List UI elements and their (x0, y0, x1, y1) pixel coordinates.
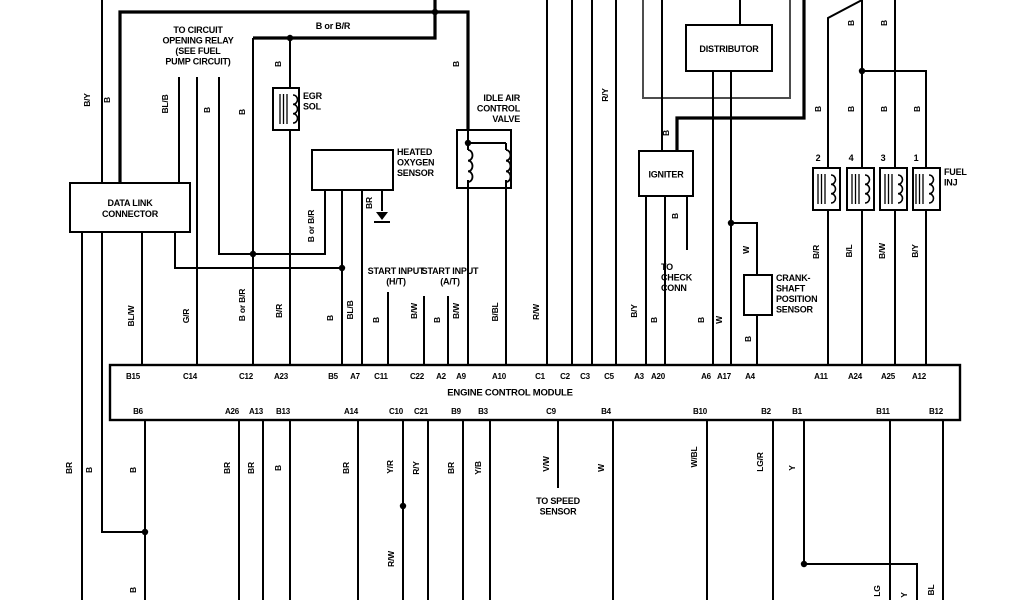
wire-label: W (714, 316, 724, 324)
ecm-pin-B9: B9 (451, 407, 461, 416)
ecm-pin-B13: B13 (275, 407, 291, 416)
annotation-crankshaft-position-sensor-label: SENSOR (776, 304, 813, 315)
wire-label: B/Y (629, 304, 639, 318)
annotation-to-check-conn: TO (661, 262, 673, 272)
annotation-fuel-inj-label: FUEL (944, 167, 967, 177)
wire-label: R/Y (600, 88, 610, 102)
wire-label: B (237, 109, 247, 115)
wire-label: G/R (181, 308, 191, 324)
wire (219, 77, 253, 254)
ecm-pin-C2: C2 (560, 372, 570, 381)
ecm-pin-C11: C11 (374, 372, 388, 381)
wire-label: B (661, 130, 671, 136)
wire-label: B (273, 61, 283, 67)
annotation-heated-oxygen-sensor-label: HEATED (397, 147, 433, 157)
wire-label: B (128, 467, 138, 473)
annotation-idle-air-control-valve-label: VALVE (492, 114, 520, 124)
ecm-pin-C12: C12 (238, 372, 254, 381)
annotation-injector-no-4: 4 (848, 153, 854, 163)
wire (175, 232, 342, 268)
wire-label: B/L (844, 244, 854, 258)
annotation-to-circuit-opening-relay: OPENING RELAY (162, 35, 234, 46)
wire-label: LG/R (755, 452, 765, 472)
ecm-pin-A14: A14 (343, 407, 359, 416)
ecm-pin-A24: A24 (847, 372, 863, 381)
wire-label: B (696, 317, 706, 323)
ecm-pin-A23: A23 (273, 372, 289, 381)
wire-label: BR (446, 462, 456, 474)
ecm-pin-C14: C14 (182, 372, 198, 381)
ecm-pin-A12: A12 (911, 372, 927, 381)
wire (435, 12, 468, 130)
junction-dot (801, 561, 807, 567)
component-data-link-connector-label: DATA LINK (107, 198, 153, 208)
ecm-pin-A13: A13 (248, 407, 264, 416)
ecm-pin-C5: C5 (604, 372, 614, 381)
wire-label: B/W (877, 243, 887, 259)
wire-label: B (325, 315, 335, 321)
wire-label: B (912, 106, 922, 112)
wire-label: B (649, 317, 659, 323)
wire-label: BL/B (345, 300, 355, 320)
component-heated-oxygen-sensor (312, 150, 393, 190)
annotation-to-check-conn: CONN (661, 283, 687, 293)
annotation-injector-no-2: 2 (815, 153, 821, 163)
junction-dot (339, 265, 345, 271)
wire-label: B (846, 106, 856, 112)
wire-label: B (128, 587, 138, 593)
ecm-pin-A26: A26 (224, 407, 240, 416)
component-igniter-label: IGNITER (648, 169, 684, 180)
component-injector-1 (913, 168, 940, 210)
annotation-to-check-conn: CHECK (661, 272, 693, 283)
annotation-start-input-ht: START INPUT (367, 266, 425, 276)
wire-label: R/Y (411, 461, 421, 475)
ecm-pin-C21: C21 (413, 407, 429, 416)
junction-dot (465, 140, 471, 146)
annotation-crankshaft-position-sensor-label: SHAFT (776, 283, 805, 294)
junction-dot (142, 529, 148, 535)
ecm-pin-A25: A25 (880, 372, 896, 381)
wire-label: B/Y (82, 93, 92, 107)
component-idle-air-control-valve (457, 130, 511, 188)
ecm-pin-C10: C10 (388, 407, 404, 416)
wire-label: B (743, 336, 753, 342)
wire-label: W/BL (689, 446, 699, 468)
wire-label: B (879, 20, 889, 26)
annotation-to-circuit-opening-relay: PUMP CIRCUIT) (165, 56, 231, 67)
wire-label: B (846, 20, 856, 26)
ecm-pin-B15: B15 (125, 372, 141, 381)
wire-label: B (202, 107, 212, 113)
component-crankshaft-position-sensor (744, 275, 772, 315)
ecm-pin-B12: B12 (928, 407, 944, 416)
wire-label: B or B/R (237, 288, 247, 322)
wire-label: B/Y (910, 244, 920, 258)
wire-label: W (741, 246, 751, 254)
junction-dot (250, 251, 256, 257)
annotation-injector-no-3: 3 (880, 153, 886, 163)
annotation-heated-oxygen-sensor-label: OXYGEN (397, 157, 435, 168)
wire-label: B/R (274, 303, 284, 319)
junction-dot (728, 220, 734, 226)
ecm-pin-C3: C3 (580, 372, 590, 381)
junction-dot (287, 35, 293, 41)
wire-label: R/W (531, 304, 541, 320)
wire-label: B (670, 213, 680, 219)
wire-label: B (102, 97, 112, 103)
wire-label: LG (872, 585, 882, 597)
wire-label: BR (364, 197, 374, 209)
wire-label: B (371, 317, 381, 323)
wire-label: B (273, 465, 283, 471)
ecm-pin-C22: C22 (409, 372, 425, 381)
wire-label: B/W (451, 303, 461, 319)
annotation-egr-sol-label: EGR (303, 91, 322, 101)
ecm-pin-A20: A20 (650, 372, 666, 381)
component-egr-sol (273, 88, 299, 130)
ecm-pin-A2: A2 (436, 372, 446, 381)
wire-label: W (596, 464, 606, 472)
annotation-to-circuit-opening-relay: (SEE FUEL (175, 46, 221, 56)
wire-label: Y (899, 592, 909, 598)
junction-dot (432, 9, 438, 15)
ecm-pin-A11: A11 (814, 372, 828, 381)
component-distributor-label: DISTRIBUTOR (699, 44, 759, 54)
wire-label: BR (222, 462, 232, 474)
ecm-pin-A9: A9 (456, 372, 466, 381)
ecm-pin-A4: A4 (745, 372, 755, 381)
wire-label: Y/R (385, 460, 395, 474)
annotation-b-or-br-bus: B or B/R (315, 21, 351, 31)
annotation-start-input-ht: (H/T) (386, 276, 406, 287)
ecm-pin-B6: B6 (133, 407, 143, 416)
ecm-pin-B2: B2 (761, 407, 771, 416)
annotation-idle-air-control-valve-label: CONTROL (476, 103, 520, 114)
annotation-crankshaft-position-sensor-label: CRANK- (776, 273, 811, 283)
wire-label: B (813, 106, 823, 112)
annotation-egr-sol-label: SOL (303, 101, 321, 112)
junction-dot (400, 503, 406, 509)
wire-label: Y (787, 465, 797, 471)
ecm-pin-B1: B1 (792, 407, 802, 416)
junction-dot (859, 68, 865, 74)
ecm-pin-A3: A3 (634, 372, 644, 381)
annotation-idle-air-control-valve-label: IDLE AIR (483, 93, 520, 103)
wire-label: B/W (409, 303, 419, 319)
annotation-start-input-at: (A/T) (440, 276, 460, 287)
wire-label: BL (926, 584, 936, 596)
wire-label: B/BL (490, 302, 500, 322)
wire-label: B (84, 467, 94, 473)
ecm-pin-B3: B3 (478, 407, 488, 416)
wire (804, 420, 917, 600)
annotation-injector-no-1: 1 (913, 153, 919, 163)
ecm-pin-B10: B10 (692, 407, 708, 416)
wire-label: V/W (541, 456, 551, 472)
annotation-to-speed-sensor: SENSOR (539, 506, 577, 517)
annotation-crankshaft-position-sensor-label: POSITION (776, 294, 818, 304)
ecm-pin-B11: B11 (876, 407, 890, 416)
component-data-link-connector-label: CONNECTOR (101, 209, 159, 219)
wire-label: B (451, 61, 461, 67)
ecm-pin-A6: A6 (701, 372, 711, 381)
ecm-pin-B4: B4 (601, 407, 611, 416)
wire-label: BR (341, 462, 351, 474)
wire-label: BL/W (126, 305, 136, 327)
annotation-heated-oxygen-sensor-label: SENSOR (397, 168, 434, 178)
wire-label: B/R (811, 244, 821, 260)
ecm-pin-A7: A7 (350, 372, 360, 381)
wire-label: B (879, 106, 889, 112)
ecm-pin-C9: C9 (546, 407, 556, 416)
annotation-to-circuit-opening-relay: TO CIRCUIT (173, 25, 223, 35)
annotation-fuel-inj-label: INJ (944, 177, 958, 188)
wire-label: Y/B (473, 461, 483, 475)
ecm-pin-A10: A10 (491, 372, 507, 381)
ecm-pin-C1: C1 (535, 372, 545, 381)
wire-label: BR (246, 462, 256, 474)
wire-label: BR (64, 462, 74, 474)
ecm-label: ENGINE CONTROL MODULE (447, 387, 573, 399)
annotation-to-speed-sensor: TO SPEED (536, 496, 580, 506)
ground-icon (376, 212, 388, 220)
wire-label: R/W (386, 551, 396, 567)
annotation-start-input-at: START INPUT (421, 266, 479, 276)
wire-label: BL/B (160, 94, 170, 114)
wire-label: B or B/R (306, 209, 316, 243)
ecm-pin-A17: A17 (716, 372, 732, 381)
wire-label: B (432, 317, 442, 323)
ecm-pin-B5: B5 (328, 372, 338, 381)
